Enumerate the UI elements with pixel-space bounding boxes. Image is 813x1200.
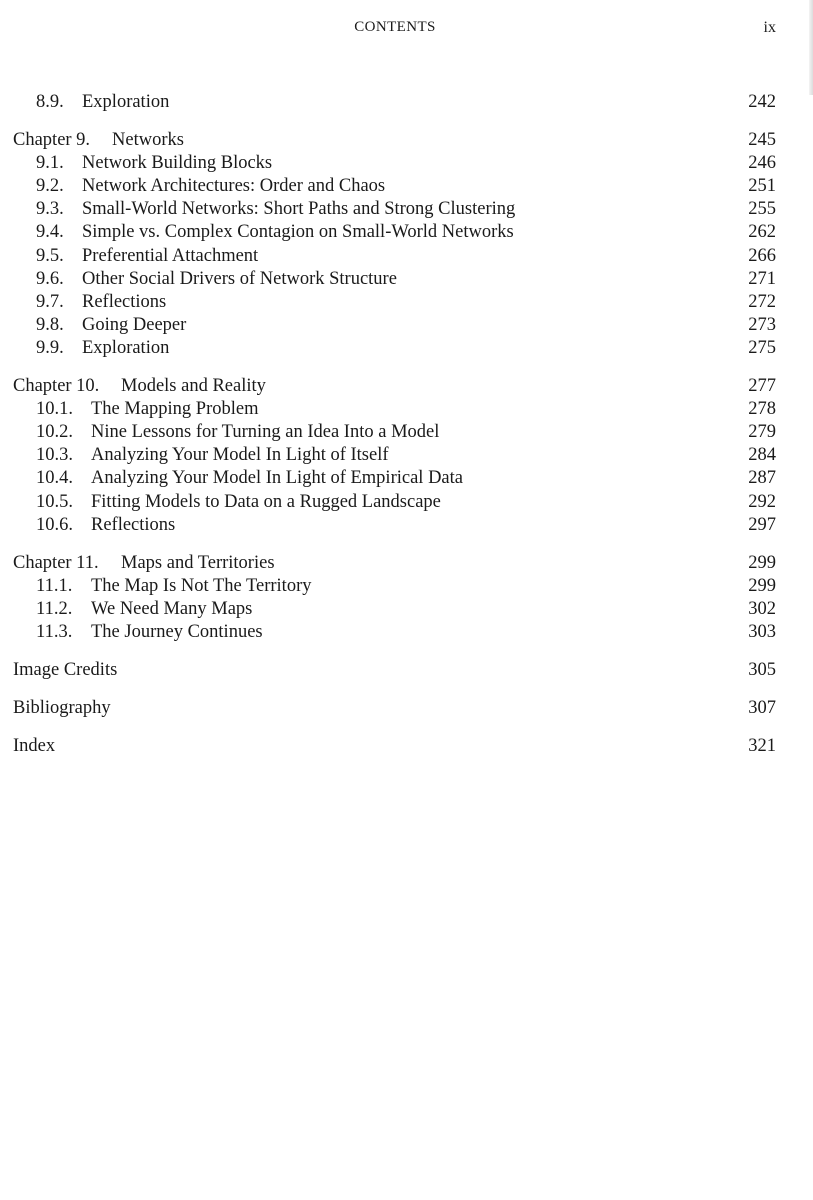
toc-entry-page: 302 — [748, 598, 776, 619]
toc-chapter-title: Networks — [112, 130, 184, 151]
toc-entry-page: 262 — [748, 222, 776, 243]
table-of-contents — [13, 91, 776, 758]
toc-entry-number: 11.3. — [36, 621, 73, 642]
toc-chapter-number: Chapter 11. — [13, 552, 99, 573]
toc-entry[interactable] — [13, 337, 776, 360]
toc-chapter-heading[interactable] — [13, 552, 776, 575]
toc-entry-page: 299 — [748, 575, 776, 596]
toc-entry-page: 287 — [748, 468, 776, 489]
scrollbar[interactable] — [809, 0, 813, 95]
toc-entry-number: 10.3. — [36, 445, 73, 466]
toc-entry-number: 9.9. — [36, 337, 64, 358]
toc-entry-page: 297 — [748, 514, 776, 535]
toc-entry-title: The Mapping Problem — [91, 399, 259, 420]
toc-entry-title: The Map Is Not The Territory — [91, 575, 312, 596]
toc-entry-number: 8.9. — [36, 92, 64, 112]
toc-entry-number: 9.2. — [36, 176, 64, 197]
toc-entry[interactable] — [13, 221, 776, 244]
toc-backmatter-page: 305 — [748, 660, 776, 681]
toc-entry[interactable] — [13, 291, 776, 314]
toc-entry[interactable] — [13, 575, 776, 598]
toc-entry-number: 11.1. — [36, 575, 73, 596]
toc-entry-title: Analyzing Your Model In Light of Itself — [91, 445, 389, 466]
toc-entry-page: 284 — [748, 445, 776, 466]
toc-entry-page: 273 — [748, 314, 776, 335]
toc-backmatter-page: 321 — [748, 736, 776, 757]
toc-chapter-number: Chapter 10. — [13, 376, 100, 397]
toc-backmatter-title: Bibliography — [13, 698, 111, 719]
toc-chapter-page: 245 — [748, 130, 776, 151]
page-number: ix — [763, 19, 776, 36]
toc-entry-number: 10.5. — [36, 491, 73, 512]
toc-entry[interactable] — [13, 314, 776, 337]
toc-backmatter-index[interactable] — [13, 735, 776, 758]
toc-entry-title: Analyzing Your Model In Light of Empirical Data — [91, 468, 463, 489]
toc-entry[interactable] — [13, 598, 776, 621]
toc-entry-number: 9.8. — [36, 314, 64, 335]
toc-entry-title: Simple vs. Complex Contagion on Small-World Networks — [82, 222, 514, 243]
toc-entry-page: 266 — [748, 245, 776, 266]
toc-entry-page: 271 — [748, 268, 776, 289]
toc-entry-title: Network Building Blocks — [82, 153, 273, 174]
toc-entry-page: 242 — [748, 92, 776, 112]
toc-entry-page: 246 — [748, 153, 776, 174]
toc-entry-title: Nine Lessons for Turning an Idea Into a Model — [91, 422, 440, 443]
toc-entry-title: Exploration — [82, 337, 170, 358]
toc-entry-title: Exploration — [82, 92, 170, 112]
toc-entry-number: 9.5. — [36, 245, 64, 266]
toc-entry[interactable] — [13, 421, 776, 444]
toc-entry-number: 10.6. — [36, 514, 73, 535]
toc-entry-number: 10.4. — [36, 468, 73, 489]
toc-entry-number: 9.1. — [36, 153, 64, 174]
toc-entry[interactable] — [13, 621, 776, 644]
toc-entry-title: Fitting Models to Data on a Rugged Landscape — [91, 491, 441, 512]
toc-entry[interactable] — [13, 175, 776, 198]
toc-entry-title: Network Architectures: Order and Chaos — [82, 176, 386, 197]
toc-entry-page: 255 — [748, 199, 776, 220]
toc-entry-number: 9.7. — [36, 291, 64, 312]
running-title: CONTENTS — [354, 19, 436, 35]
toc-entry-title: Reflections — [82, 291, 167, 312]
toc-chapter-title: Models and Reality — [121, 376, 266, 397]
toc-chapter-page: 299 — [748, 552, 776, 573]
toc-entry-number: 9.4. — [36, 222, 64, 243]
toc-entry[interactable] — [13, 514, 776, 537]
toc-entry[interactable] — [13, 268, 776, 291]
toc-entry[interactable] — [13, 398, 776, 421]
toc-entry-number: 11.2. — [36, 598, 73, 619]
toc-backmatter-image-credits[interactable] — [13, 659, 776, 682]
toc-entry-title: Other Social Drivers of Network Structure — [82, 268, 397, 289]
toc-entry-page: 292 — [748, 491, 776, 512]
toc-entry-number: 9.3. — [36, 199, 64, 220]
toc-entry[interactable] — [13, 467, 776, 490]
toc-entry-page: 278 — [748, 399, 776, 420]
toc-entry-page: 251 — [748, 176, 776, 197]
toc-entry[interactable] — [13, 491, 776, 514]
toc-entry[interactable] — [13, 198, 776, 221]
toc-backmatter-title: Image Credits — [13, 660, 118, 681]
toc-entry[interactable] — [13, 91, 776, 114]
toc-entry[interactable] — [13, 245, 776, 268]
toc-chapter-heading[interactable] — [13, 129, 776, 152]
toc-entry-title: Small-World Networks: Short Paths and Strong Clustering — [82, 199, 516, 220]
toc-entry-page: 275 — [748, 337, 776, 358]
toc-entry-number: 10.2. — [36, 422, 73, 443]
toc-entry-title: We Need Many Maps — [91, 598, 253, 619]
toc-chapter-number: Chapter 9. — [13, 130, 91, 151]
toc-entry-number: 9.6. — [36, 268, 64, 289]
toc-backmatter-title: Index — [13, 736, 56, 757]
toc-entry[interactable] — [13, 152, 776, 175]
toc-chapter-heading[interactable] — [13, 375, 776, 398]
toc-entry-page: 303 — [748, 621, 776, 642]
toc-backmatter-page: 307 — [748, 698, 776, 719]
toc-entry[interactable] — [13, 444, 776, 467]
toc-chapter-page: 277 — [748, 376, 776, 397]
toc-entry-title: The Journey Continues — [91, 621, 263, 642]
toc-entry-page: 279 — [748, 422, 776, 443]
toc-entry-title: Preferential Attachment — [82, 245, 259, 266]
toc-entry-title: Reflections — [91, 514, 176, 535]
toc-entry-title: Going Deeper — [82, 314, 187, 335]
toc-entry-page: 272 — [748, 291, 776, 312]
toc-chapter-title: Maps and Territories — [121, 552, 275, 573]
toc-entry-number: 10.1. — [36, 399, 73, 420]
running-head — [0, 19, 813, 41]
toc-backmatter-bibliography[interactable] — [13, 697, 776, 720]
